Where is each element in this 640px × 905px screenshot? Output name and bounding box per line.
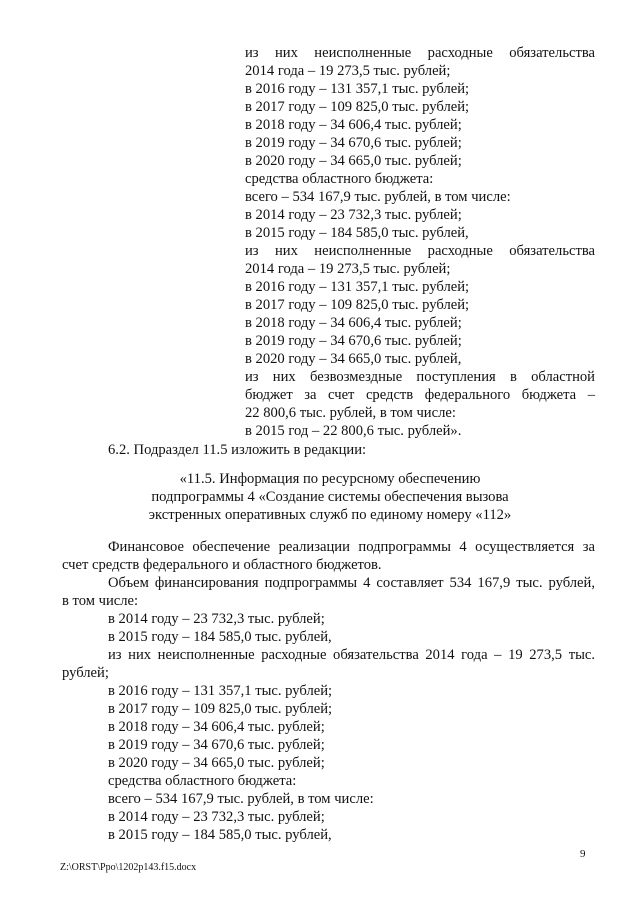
text-line: в 2019 году – 34 670,6 тыс. рублей; xyxy=(245,333,462,349)
section-heading-line: «11.5. Информация по ресурсному обеспечению xyxy=(179,471,481,487)
text-line: в 2019 году – 34 670,6 тыс. рублей; xyxy=(245,135,462,151)
paragraph-line: в 2016 году – 131 357,1 тыс. рублей; xyxy=(108,683,333,699)
text-line: из них неисполненные расходные обязательства xyxy=(245,45,595,61)
paragraph-line: средства областного бюджета: xyxy=(108,773,297,789)
paragraph-line: в 2018 году – 34 606,4 тыс. рублей; xyxy=(108,719,325,735)
paragraph-line: из них неисполненные расходные обязательства 2014 года – 19 273,5 тыс. xyxy=(108,647,595,663)
paragraph-line: в 2014 году – 23 732,3 тыс. рублей; xyxy=(108,809,325,825)
paragraph-line: Объем финансирования подпрограммы 4 составляет 534 167,9 тыс. рублей, xyxy=(108,575,595,591)
text-line: в 2017 году – 109 825,0 тыс. рублей; xyxy=(245,99,470,115)
paragraph-line: счет средств федерального и областного бюджетов. xyxy=(62,557,382,573)
section-heading-line: экстренных оперативных служб по единому номеру «112» xyxy=(148,507,512,523)
text-line: в 2020 году – 34 665,0 тыс. рублей, xyxy=(245,351,462,367)
page-number: 9 xyxy=(580,848,586,860)
text-line: из них безвозмездные поступления в областной xyxy=(245,369,595,385)
text-line: всего – 534 167,9 тыс. рублей, в том числе: xyxy=(245,189,511,205)
paragraph-line: в том числе: xyxy=(62,593,139,609)
paragraph-line: в 2014 году – 23 732,3 тыс. рублей; xyxy=(108,611,325,627)
paragraph-line: Финансовое обеспечение реализации подпрограммы 4 осуществляется за xyxy=(108,539,595,555)
paragraph-line: в 2017 году – 109 825,0 тыс. рублей; xyxy=(108,701,333,717)
text-line: в 2016 году – 131 357,1 тыс. рублей; xyxy=(245,81,470,97)
text-line: в 2018 году – 34 606,4 тыс. рублей; xyxy=(245,117,462,133)
paragraph-line: рублей; xyxy=(62,665,109,681)
text-line: 22 800,6 тыс. рублей, в том числе: xyxy=(245,405,456,421)
section-heading-line: подпрограммы 4 «Создание системы обеспечения вызова xyxy=(151,489,509,505)
file-path: Z:\ORST\Ppo\1202p143.f15.docx xyxy=(60,862,197,873)
text-line: бюджет за счет средств федерального бюджета – xyxy=(245,387,595,403)
paragraph-line: в 2020 году – 34 665,0 тыс. рублей; xyxy=(108,755,325,771)
paragraph-line: всего – 534 167,9 тыс. рублей, в том числе: xyxy=(108,791,374,807)
text-line: в 2016 году – 131 357,1 тыс. рублей; xyxy=(245,279,470,295)
text-line: в 2017 году – 109 825,0 тыс. рублей; xyxy=(245,297,470,313)
text-line: 2014 года – 19 273,5 тыс. рублей; xyxy=(245,261,451,277)
text-line: средства областного бюджета: xyxy=(245,171,434,187)
text-line: 2014 года – 19 273,5 тыс. рублей; xyxy=(245,63,451,79)
text-line: в 2020 году – 34 665,0 тыс. рублей; xyxy=(245,153,462,169)
instruction-line: 6.2. Подраздел 11.5 изложить в редакции: xyxy=(108,442,367,458)
text-line: из них неисполненные расходные обязательства xyxy=(245,243,595,259)
text-line: в 2015 год – 22 800,6 тыс. рублей». xyxy=(245,423,462,439)
paragraph-line: в 2015 году – 184 585,0 тыс. рублей, xyxy=(108,827,332,843)
paragraph-line: в 2015 году – 184 585,0 тыс. рублей, xyxy=(108,629,332,645)
paragraph-line: в 2019 году – 34 670,6 тыс. рублей; xyxy=(108,737,325,753)
text-line: в 2014 году – 23 732,3 тыс. рублей; xyxy=(245,207,462,223)
text-line: в 2015 году – 184 585,0 тыс. рублей, xyxy=(245,225,469,241)
text-line: в 2018 году – 34 606,4 тыс. рублей; xyxy=(245,315,462,331)
